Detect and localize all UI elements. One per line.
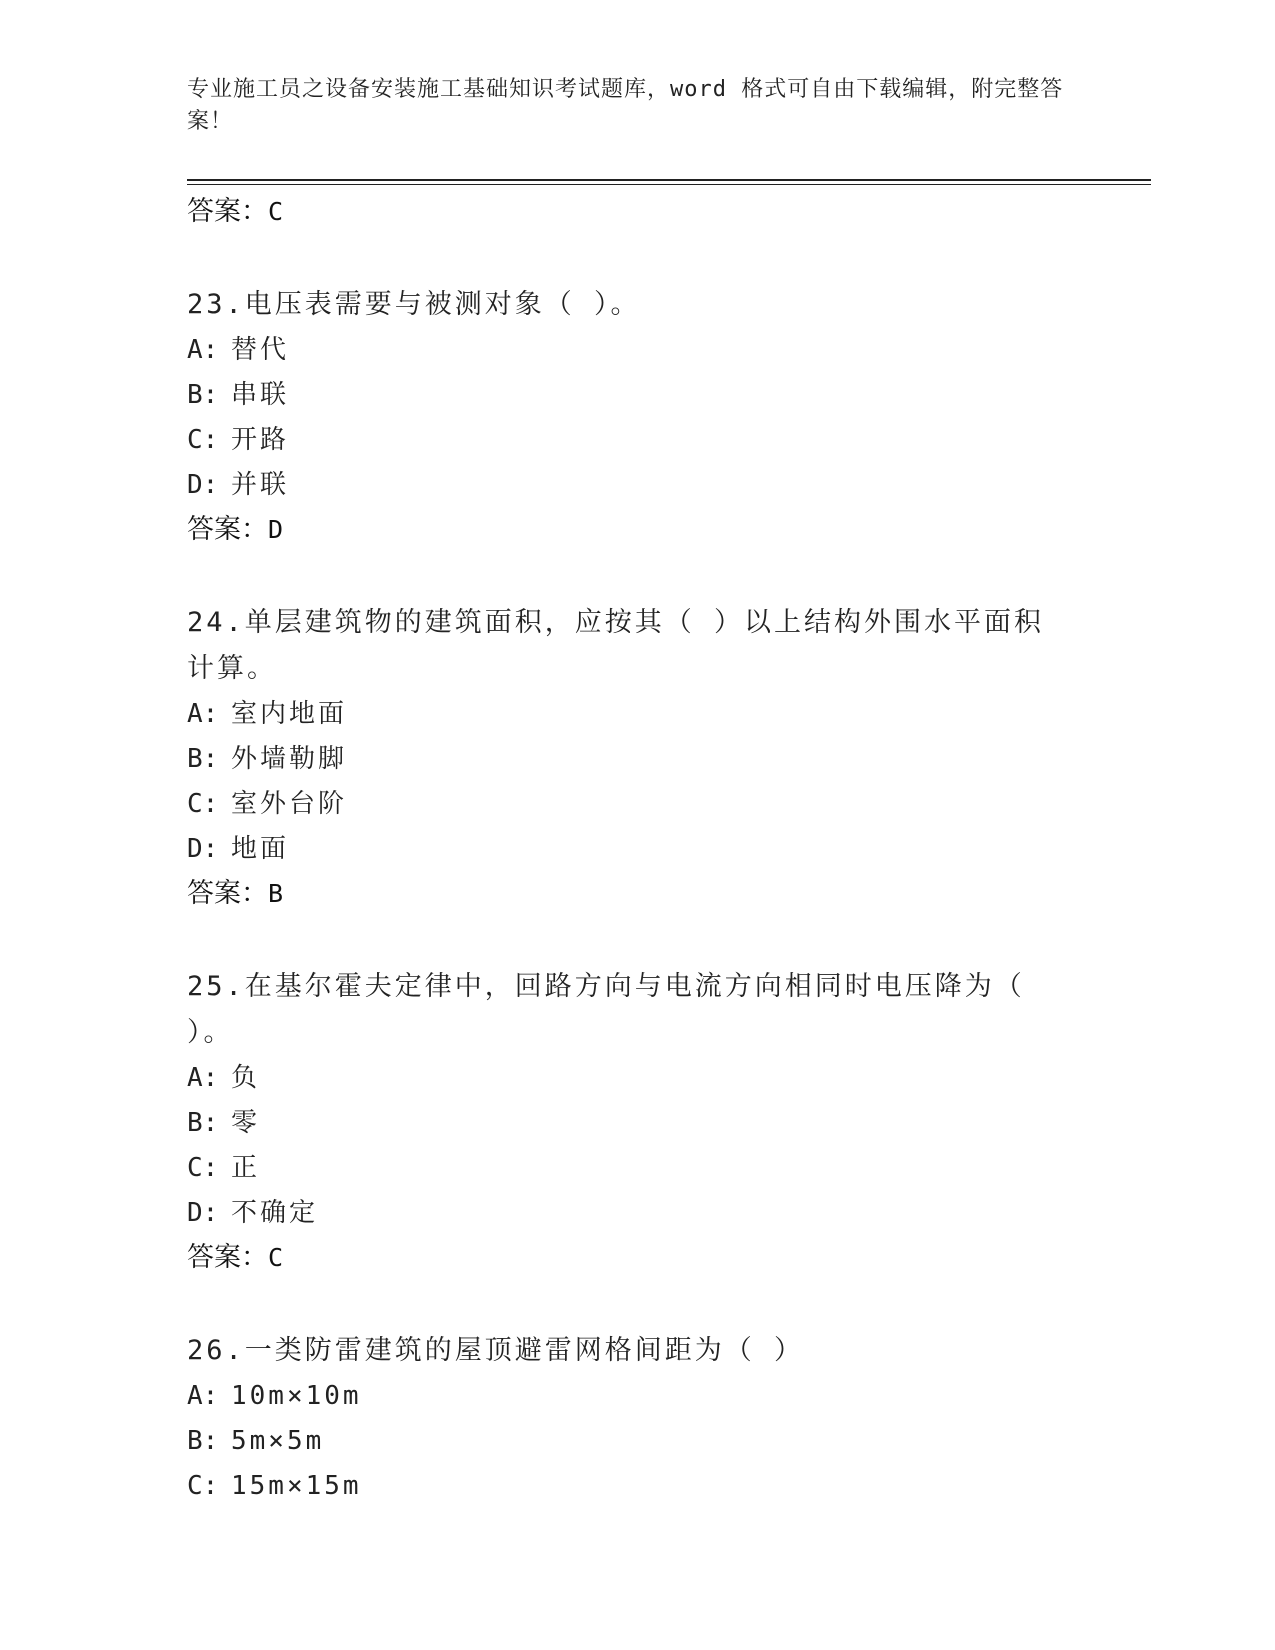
option-label: D: (187, 834, 219, 864)
option-label: B: (187, 1426, 219, 1456)
option-text: 15m×15m (231, 1471, 362, 1501)
option-text: 负 (231, 1063, 261, 1093)
answer-value: C (268, 1243, 284, 1272)
answer-value: D (268, 515, 284, 544)
question-title: 26.一类防雷建筑的屋顶避雷网格间距为（ ） (187, 1335, 805, 1366)
option-label: A: (187, 699, 219, 729)
option-item (187, 692, 1087, 737)
spacer (187, 552, 1087, 600)
option-label: D: (187, 470, 219, 500)
option-item (187, 328, 1087, 373)
question-title: 24.单层建筑物的建筑面积，应按其（ ）以上结构外围水平面积计算。 (187, 607, 1045, 684)
option-label: A: (187, 1063, 219, 1093)
option-text: 并联 (231, 470, 290, 500)
spacer (187, 916, 1087, 964)
option-item (187, 1191, 1087, 1236)
option-text: 外墙勒脚 (231, 744, 348, 774)
option-label: B: (187, 1108, 219, 1138)
option-item (187, 1374, 1087, 1419)
option-label: C: (187, 1471, 219, 1501)
option-text: 开路 (231, 425, 290, 455)
answer-value: B (268, 879, 284, 908)
option-text: 5m×5m (231, 1426, 325, 1456)
question-list (187, 190, 1087, 1509)
answer-line (187, 190, 1087, 234)
question-block (187, 1328, 1087, 1509)
document-header: 专业施工员之设备安装施工基础知识考试题库，word 格式可自由下载编辑，附完整答案！ (187, 77, 1064, 134)
option-text: 串联 (231, 380, 290, 410)
option-text: 正 (231, 1153, 261, 1183)
option-text: 室内地面 (231, 699, 348, 729)
option-item (187, 737, 1087, 782)
option-item (187, 1101, 1087, 1146)
option-label: D: (187, 1198, 219, 1228)
option-item (187, 1146, 1087, 1191)
question-block (187, 964, 1087, 1280)
option-item (187, 1419, 1087, 1464)
answer-label: 答案： (187, 1242, 268, 1273)
option-label: B: (187, 380, 219, 410)
option-label: A: (187, 1381, 219, 1411)
answer-line (187, 508, 1087, 552)
option-label: A: (187, 335, 219, 365)
spacer (187, 1280, 1087, 1328)
question-block (187, 600, 1087, 916)
option-text: 10m×10m (231, 1381, 362, 1411)
answer-label: 答案： (187, 196, 268, 227)
header-rule-thin (187, 184, 1151, 185)
option-item (187, 463, 1087, 508)
option-text: 地面 (231, 834, 290, 864)
question-title: 23.电压表需要与被测对象（ ）。 (187, 289, 641, 320)
question-block (187, 282, 1087, 552)
option-label: C: (187, 789, 219, 819)
answer-line (187, 1236, 1087, 1280)
answer-line (187, 872, 1087, 916)
option-item (187, 1464, 1087, 1509)
question-title: 25.在基尔霍夫定律中，回路方向与电流方向相同时电压降为（ ）。 (187, 971, 1025, 1048)
option-text: 室外台阶 (231, 789, 348, 819)
answer-label: 答案： (187, 878, 268, 909)
option-label: C: (187, 1153, 219, 1183)
option-item (187, 782, 1087, 827)
option-label: C: (187, 425, 219, 455)
header-rule-thick (187, 179, 1151, 181)
option-item (187, 1056, 1087, 1101)
option-text: 替代 (231, 335, 290, 365)
option-text: 零 (231, 1108, 261, 1138)
option-text: 不确定 (231, 1198, 319, 1228)
option-item (187, 827, 1087, 872)
answer-label: 答案： (187, 514, 268, 545)
option-item (187, 373, 1087, 418)
spacer (187, 234, 1087, 282)
answer-value: C (268, 197, 284, 226)
option-item (187, 418, 1087, 463)
option-label: B: (187, 744, 219, 774)
